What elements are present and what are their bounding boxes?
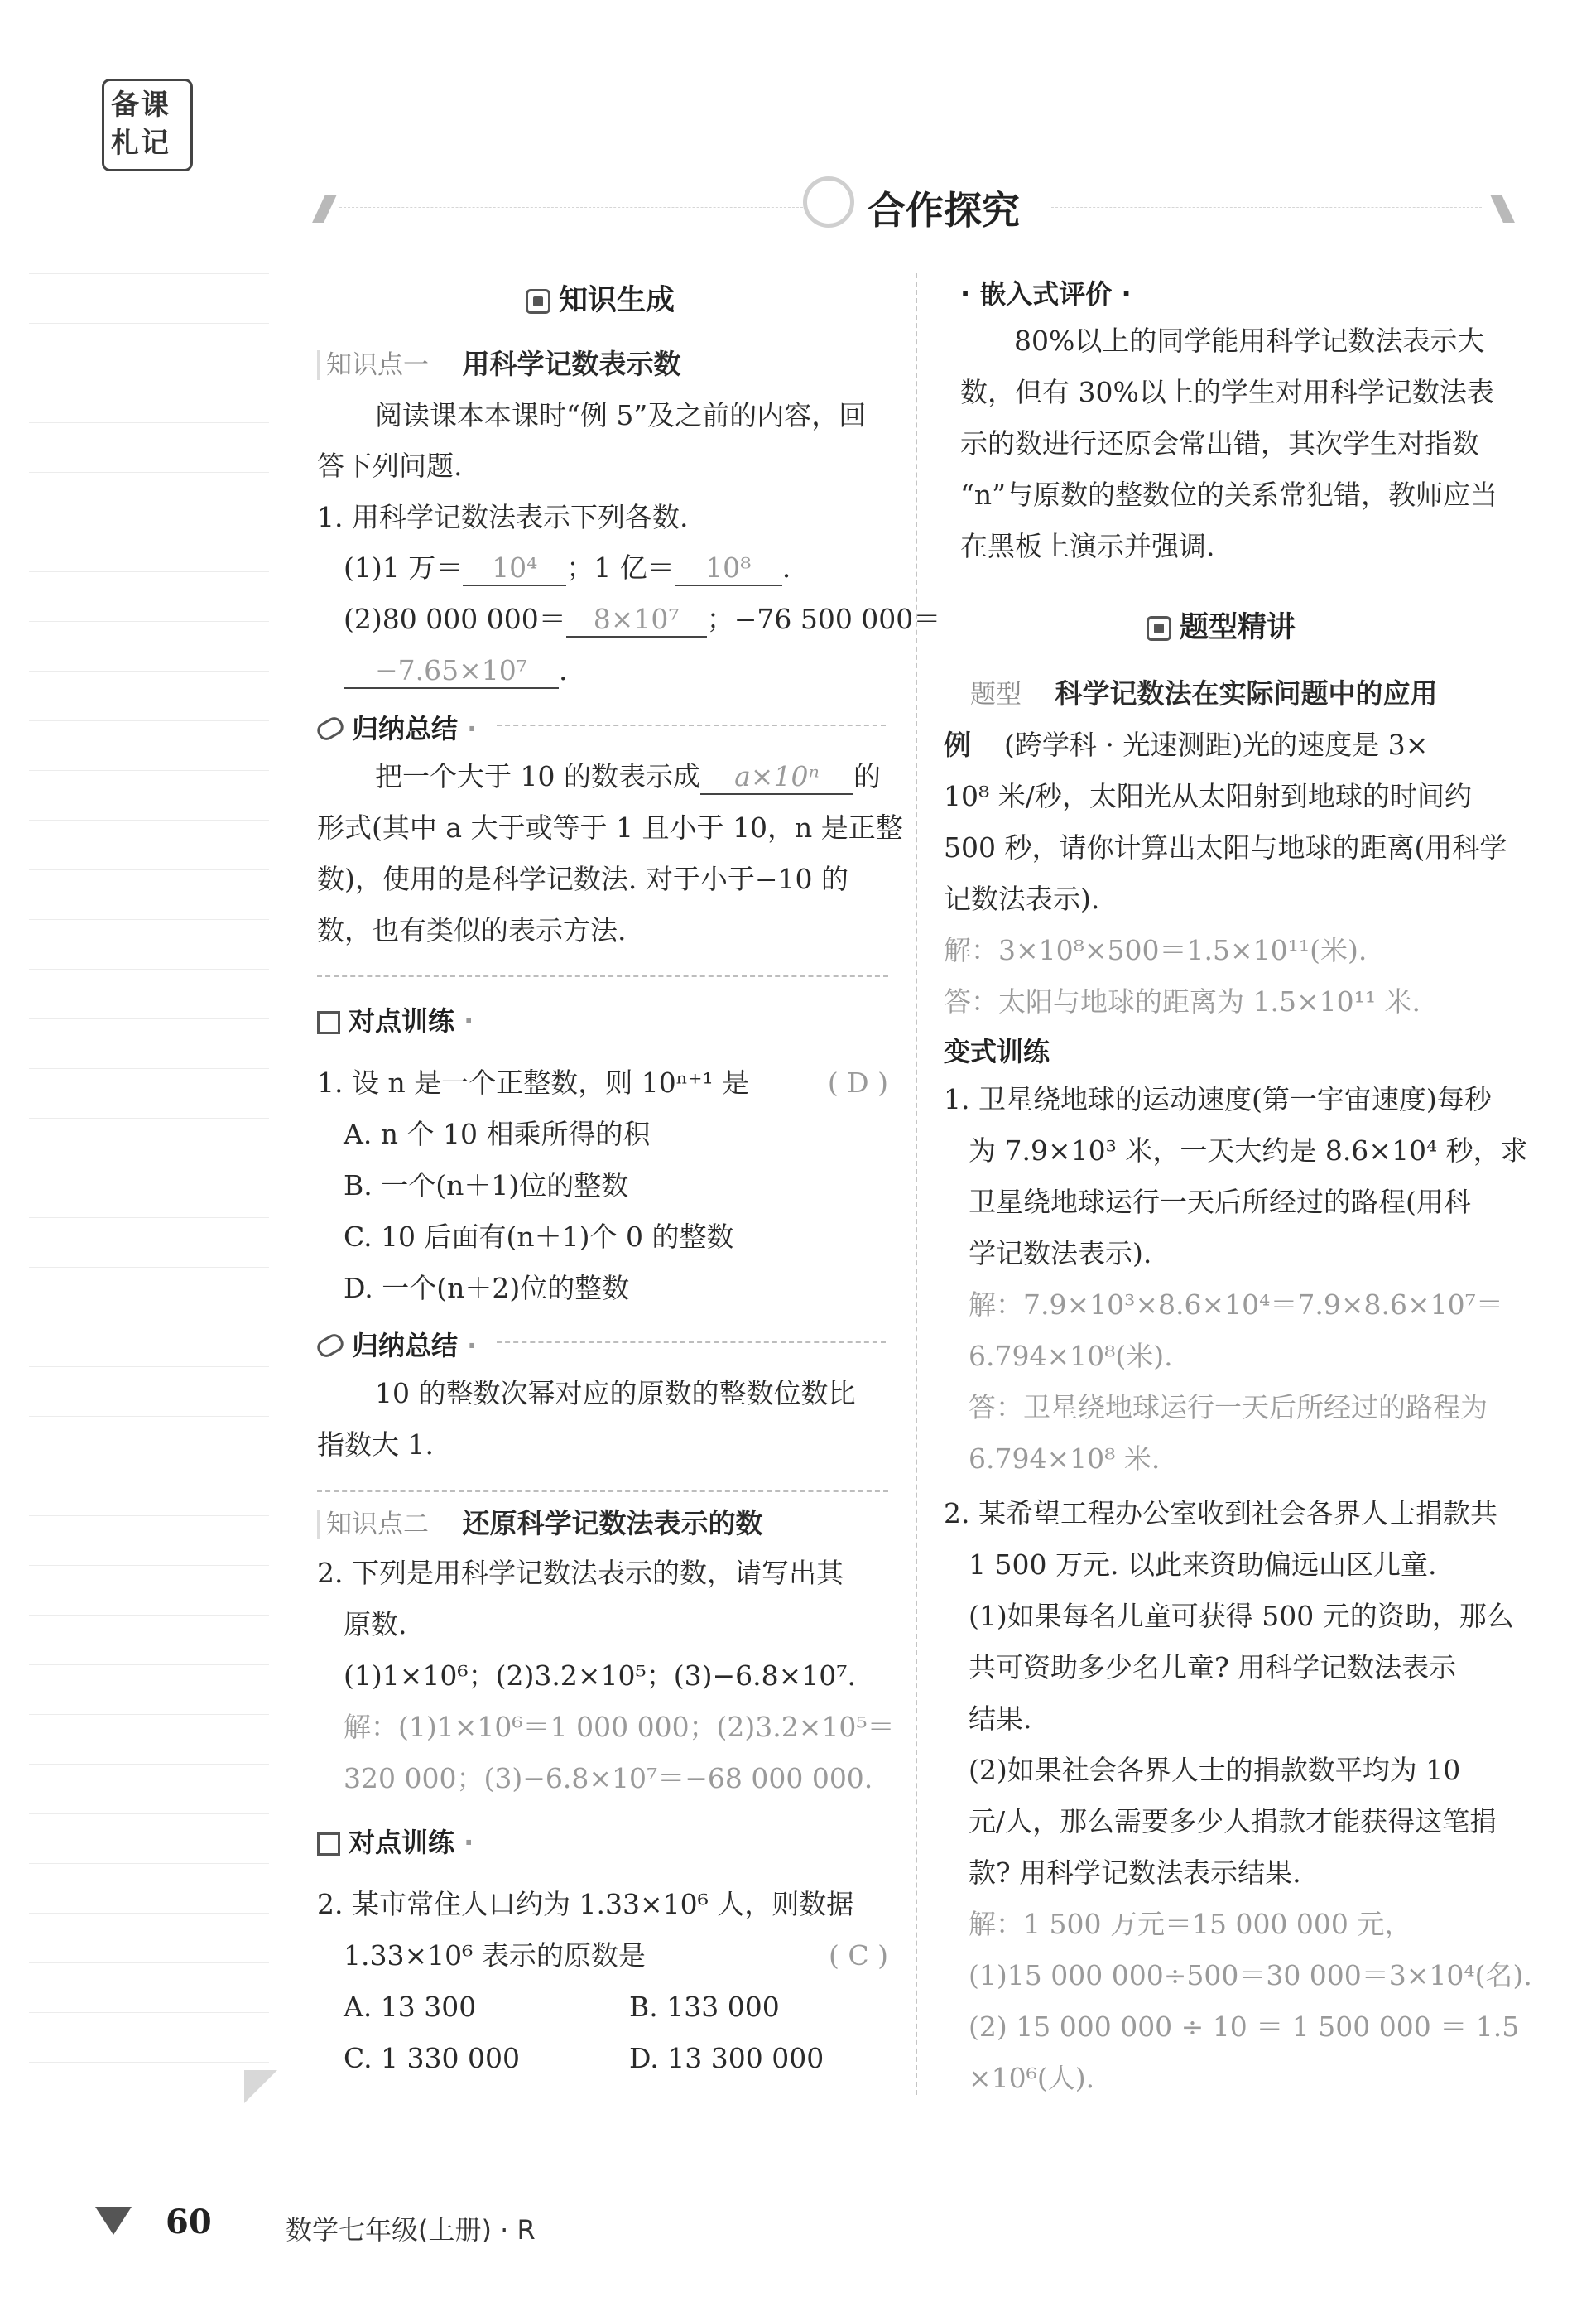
knowledge-point-1 — [317, 348, 681, 381]
summary-heading-1: 归纳总结 · — [317, 708, 477, 746]
answer-blank: 10⁴ — [463, 551, 566, 586]
summary1-line-2: 形式(其中 a 大于或等于 1 且小于 10，n 是正整 — [317, 811, 903, 844]
knowledge-point-2 — [317, 1507, 763, 1540]
edit-icon — [317, 1011, 340, 1034]
eval-line-5: 在黑板上演示并强调. — [960, 530, 1215, 562]
answer-choice: ( D ) — [827, 1067, 888, 1099]
variant2-line-7: 元/人，那么需要多少人捐款才能获得这笔捐 — [969, 1805, 1497, 1837]
variant2-solution-3: (2) 15 000 000 ÷ 10 ＝ 1 500 000 ＝ 1.5 — [969, 2010, 1520, 2043]
eval-line-4: “n”与原数的整数位的关系常犯错，教师应当 — [960, 479, 1497, 511]
variant2-line-5: 结果. — [969, 1702, 1032, 1735]
variant2-solution-2: (1)15 000 000÷500＝30 000＝3×10⁴(名). — [969, 1959, 1532, 1991]
variant1-line-3: 卫星绕地球运行一天后所经过的路程(用科 — [969, 1186, 1471, 1218]
summary1-line-1: 把一个大于 10 的数表示成 a×10ⁿ 的 — [375, 760, 881, 795]
variant2-solution-4: ×10⁶(人). — [969, 2062, 1095, 2094]
variant1-solution-3: 答：卫星绕地球运行一天后所经过的路程为 — [969, 1391, 1488, 1423]
corner-badge — [102, 79, 193, 171]
answer-choice: ( C ) — [829, 1939, 888, 1972]
drill-heading-1: 对点训练 · — [317, 1000, 474, 1038]
summary1-line-4: 数，也有类似的表示方法. — [317, 914, 627, 946]
column-divider — [916, 273, 917, 2095]
q1-title: 1. 用科学记数法表示下列各数. — [317, 501, 689, 533]
drill2-line-2: 1.33×10⁶ 表示的原数是 ( C ) — [344, 1939, 888, 1972]
variant2-line-1: 2. 某希望工程办公室收到社会各界人士捐款共 — [944, 1497, 1497, 1529]
drill2-option-d: D. 13 300 000 — [629, 2042, 824, 2074]
drill2-line-1: 2. 某市常住人口约为 1.33×10⁶ 人，则数据 — [317, 1888, 854, 1920]
drill1-option-d: D. 一个(n＋2)位的整数 — [344, 1272, 630, 1304]
q1-part1: (1)1 万＝ 10⁴ ；1 亿＝ 10⁸ . — [344, 551, 791, 586]
section-icon — [1147, 616, 1171, 641]
magnifier-icon — [803, 176, 854, 228]
embedded-eval-heading: · 嵌入式评价 · — [960, 278, 1132, 310]
intro-line-2: 答下列问题. — [317, 450, 463, 482]
q2-line-1: 2. 下列是用科学记数法表示的数，请写出其 — [317, 1557, 844, 1589]
kp-tag: 知识点二 — [317, 1510, 429, 1539]
type-tag: 题型 — [970, 680, 1022, 710]
footer-arrow-icon — [95, 2207, 132, 2235]
q2-solution-2: 320 000；(3)−6.8×10⁷＝−68 000 000. — [344, 1762, 873, 1794]
example-line-2: 10⁸ 米/秒，太阳光从太阳射到地球的时间约 — [944, 780, 1472, 812]
summary1-line-3: 数)，使用的是科学记数法. 对于小于−10 的 — [317, 863, 848, 895]
variant1-line-4: 学记数法表示). — [969, 1237, 1152, 1269]
section-heading-knowledge: 知识生成 — [526, 277, 675, 319]
drill1-stem: 1. 设 n 是一个正整数，则 10ⁿ⁺¹ 是 ( D ) — [317, 1067, 888, 1099]
drill2-option-a: A. 13 300 — [344, 1991, 477, 2023]
edit-icon — [317, 1832, 340, 1856]
book-title: 数学七年级(上册) · R — [286, 2214, 536, 2246]
variant2-line-2: 1 500 万元. 以此来资助偏远山区儿童. — [969, 1548, 1437, 1581]
banner-title: 合作探究 — [868, 188, 1020, 233]
kp-title: 还原科学记数法表示的数 — [462, 1507, 763, 1539]
variant-heading: 变式训练 — [944, 1036, 1050, 1067]
variant1-solution-4: 6.794×10⁸ 米. — [969, 1442, 1161, 1475]
banner-rule-left — [339, 207, 803, 208]
section-heading-types: 题型精讲 — [1147, 604, 1296, 646]
banner-rule-right — [1051, 207, 1482, 208]
drill2-option-c: C. 1 330 000 — [344, 2042, 521, 2074]
example-label: 例 — [944, 729, 971, 761]
banner-left-decor — [312, 195, 337, 223]
drill1-option-c: C. 10 后面有(n＋1)个 0 的整数 — [344, 1221, 734, 1253]
example-line-4: 记数法表示). — [944, 883, 1100, 915]
pencil-icon — [315, 1331, 347, 1360]
example-solution-2: 答：太阳与地球的距离为 1.5×10¹¹ 米. — [944, 985, 1421, 1018]
drill-heading-2: 对点训练 · — [317, 1822, 474, 1860]
pencil-icon — [315, 714, 347, 743]
variant2-solution-1: 解：1 500 万元＝15 000 000 元， — [969, 1908, 1412, 1940]
example-line-1: 例 (跨学科 · 光速测距)光的速度是 3× — [944, 729, 1429, 761]
summary2-line-1: 10 的整数次幂对应的原数的整数位数比 — [375, 1377, 856, 1409]
drill1-option-a: A. n 个 10 相乘所得的积 — [344, 1118, 651, 1150]
example-line-3: 500 秒，请你计算出太阳与地球的距离(用科学 — [944, 831, 1507, 864]
q1-part2: (2)80 000 000＝ 8×10⁷ ；−76 500 000＝ — [344, 603, 940, 638]
q1-part2-cont: −7.65×10⁷ . — [344, 654, 568, 689]
summary2-line-2: 指数大 1. — [317, 1428, 434, 1461]
drill2-option-b: B. 133 000 — [629, 1991, 780, 2023]
summary-top-rule — [497, 1341, 886, 1343]
answer-blank: 8×10⁷ — [566, 603, 707, 638]
variant2-line-6: (2)如果社会各界人士的捐款数平均为 10 — [969, 1754, 1461, 1786]
badge-line-1: 备课 — [111, 89, 171, 122]
q2-line-3: (1)1×10⁶；(2)3.2×10⁵；(3)−6.8×10⁷. — [344, 1659, 856, 1692]
kp-tag: 知识点一 — [317, 350, 429, 380]
corner-fold-decor — [244, 2070, 277, 2103]
variant1-line-2: 为 7.9×10³ 米，一天大约是 8.6×10⁴ 秒，求 — [969, 1134, 1528, 1167]
q2-solution-1: 解：(1)1×10⁶＝1 000 000；(2)3.2×10⁵＝ — [344, 1711, 895, 1743]
variant1-solution-2: 6.794×10⁸(米). — [969, 1340, 1173, 1372]
eval-line-3: 示的数进行还原会常出错，其次学生对指数 — [960, 427, 1479, 460]
variant2-line-4: 共可资助多少名儿童? 用科学记数法表示 — [969, 1651, 1457, 1683]
page-number: 60 — [166, 2203, 212, 2242]
section-icon — [526, 289, 550, 314]
banner-right-decor — [1490, 195, 1515, 223]
variant1-solution-1: 解：7.9×10³×8.6×10⁴＝7.9×8.6×10⁷＝ — [969, 1288, 1503, 1321]
example-solution-1: 解：3×10⁸×500＝1.5×10¹¹(米). — [944, 934, 1368, 966]
type-title: 科学记数法在实际问题中的应用 — [1055, 677, 1438, 710]
badge-line-2: 札记 — [111, 127, 171, 160]
drill1-option-b: B. 一个(n＋1)位的整数 — [344, 1169, 629, 1201]
answer-blank: a×10ⁿ — [700, 760, 853, 795]
variant2-line-3: (1)如果每名儿童可获得 500 元的资助，那么 — [969, 1600, 1514, 1632]
kp-title: 用科学记数表示数 — [462, 348, 681, 380]
eval-line-1: 80%以上的同学能用科学记数法表示大 — [1014, 325, 1485, 357]
variant2-line-8: 款? 用科学记数法表示结果. — [969, 1856, 1301, 1889]
summary-top-rule — [497, 725, 886, 726]
summary-bottom-rule — [317, 1490, 888, 1492]
q2-line-2: 原数. — [344, 1608, 407, 1640]
question-type — [944, 677, 1438, 710]
summary-bottom-rule — [317, 975, 888, 977]
variant1-line-1: 1. 卫星绕地球的运动速度(第一宇宙速度)每秒 — [944, 1083, 1492, 1115]
intro-line-1: 阅读课本本课时“例 5”及之前的内容，回 — [375, 399, 867, 431]
summary-heading-2: 归纳总结 · — [317, 1325, 477, 1363]
answer-blank: 10⁸ — [675, 551, 782, 586]
eval-line-2: 数，但有 30%以上的学生对用科学记数法表 — [960, 376, 1494, 408]
answer-blank: −7.65×10⁷ — [344, 654, 559, 689]
